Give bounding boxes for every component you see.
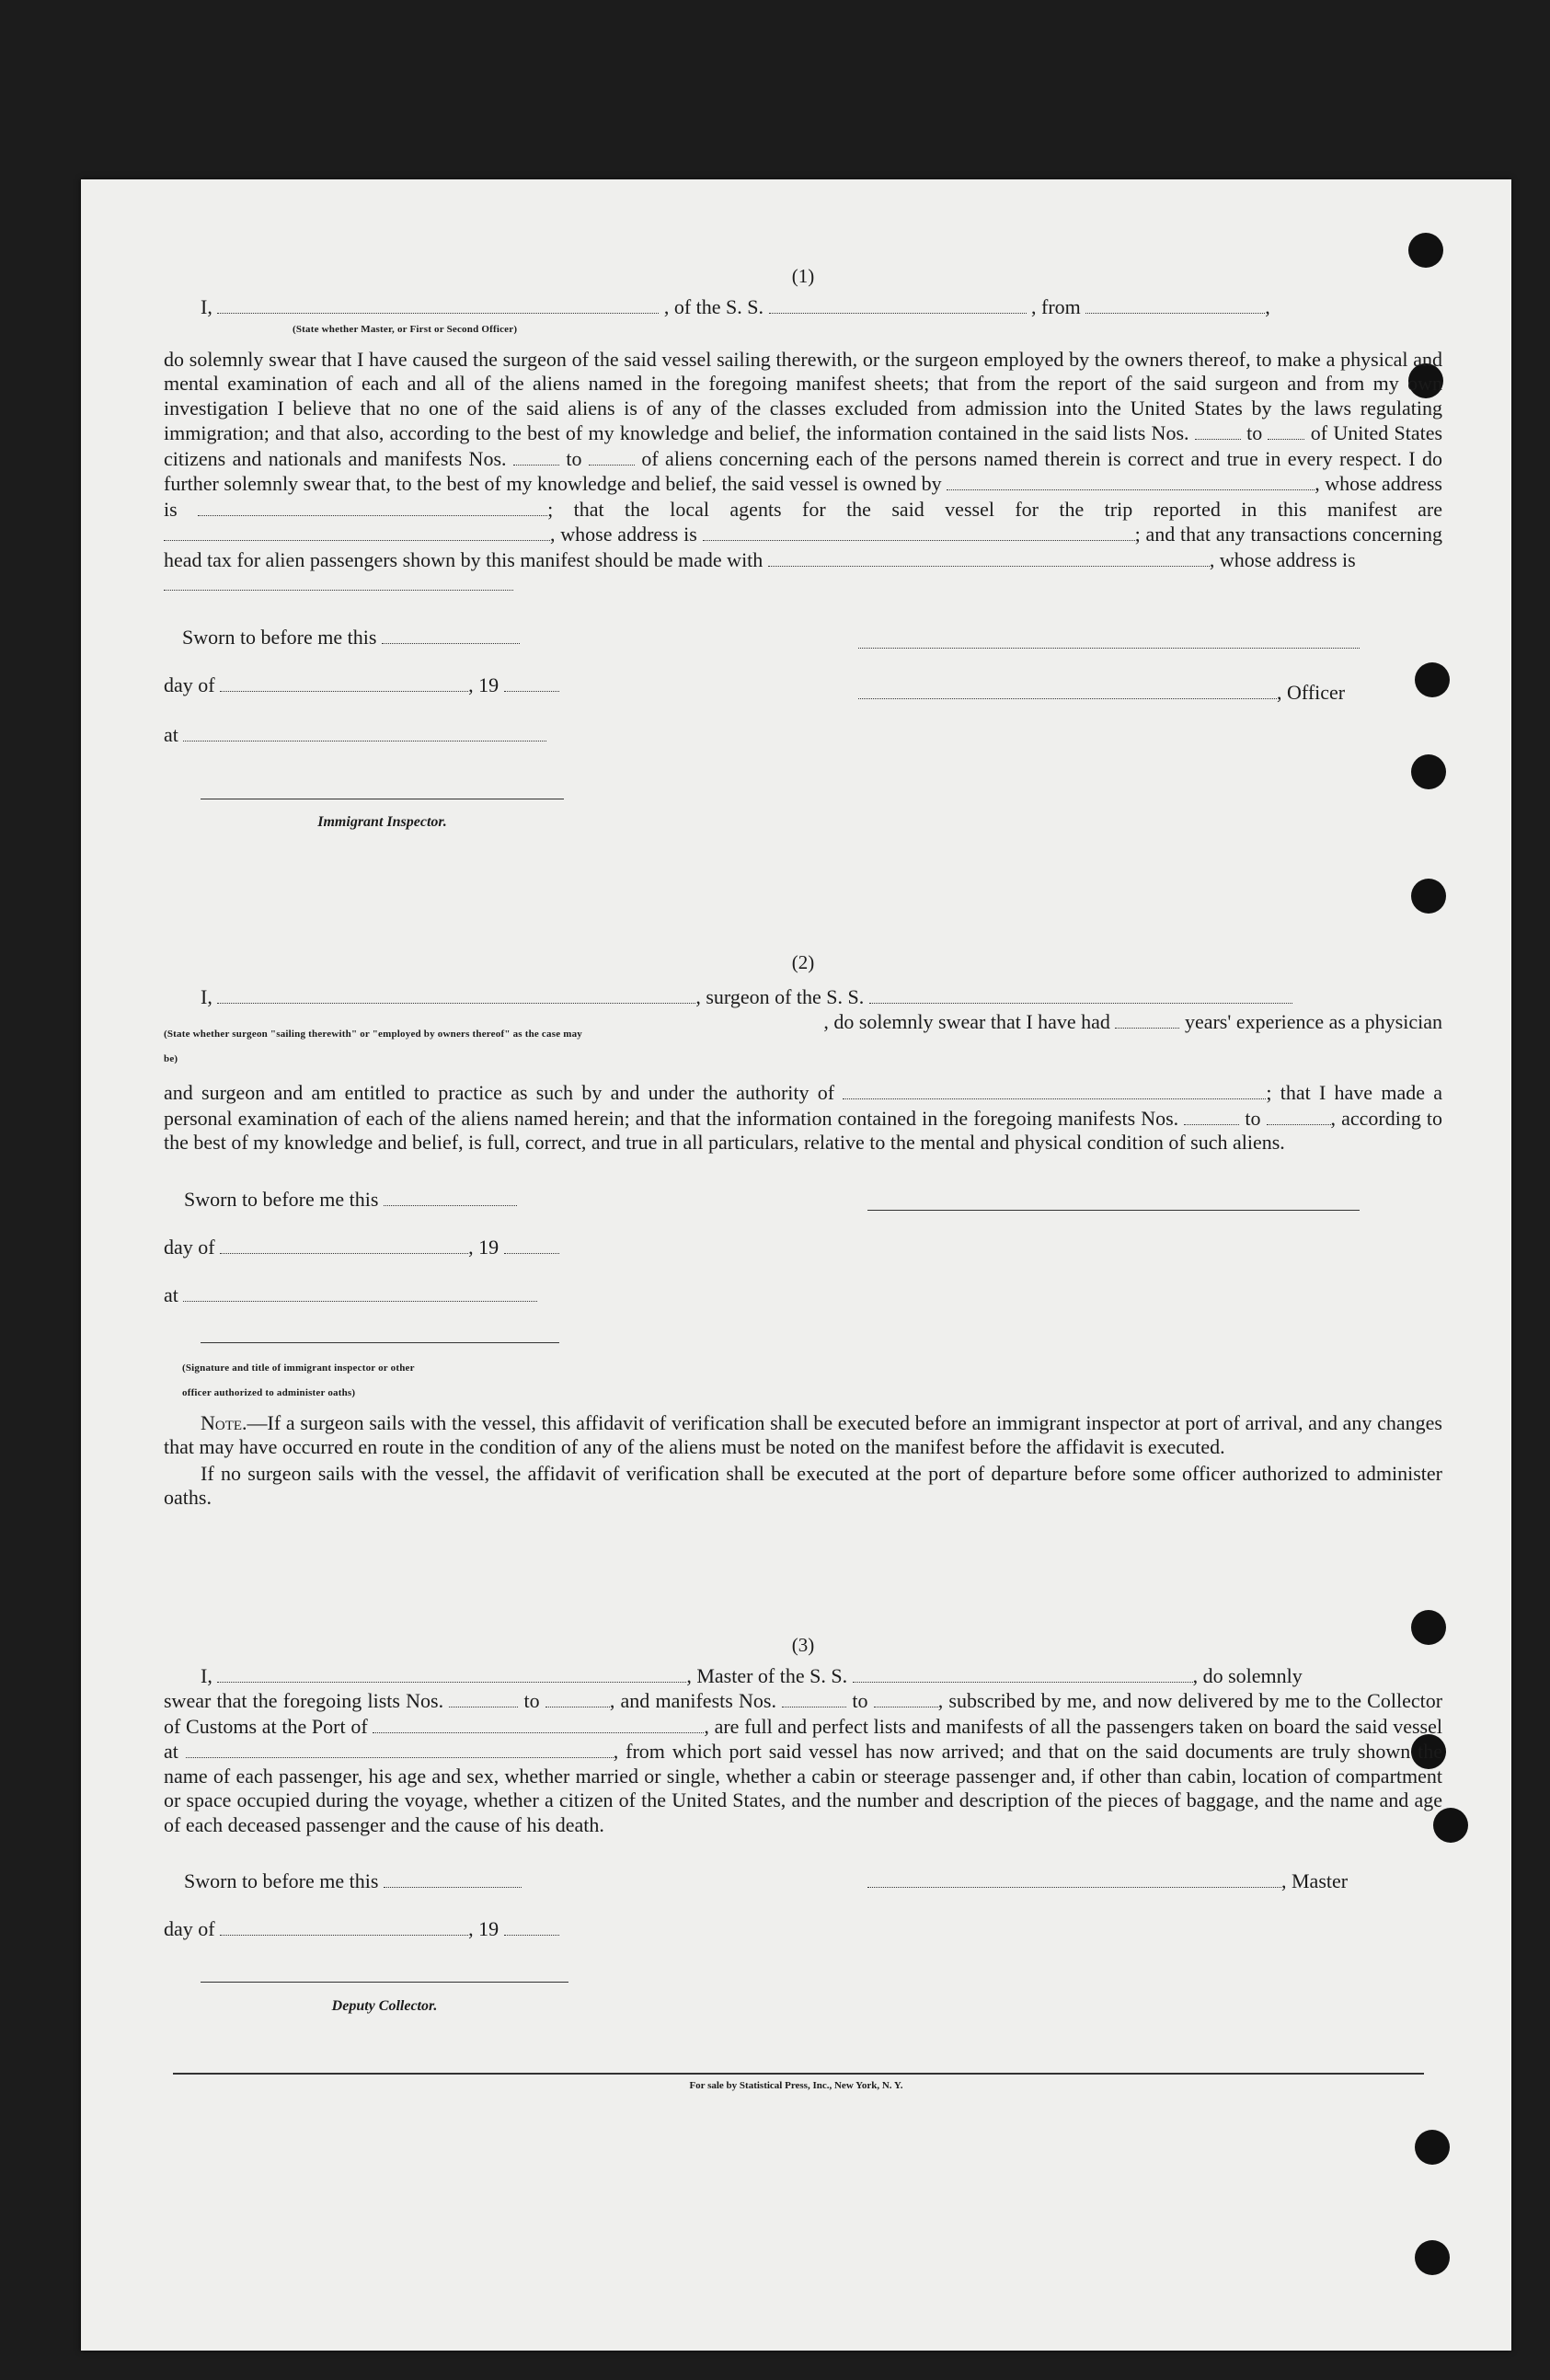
footer-rule [173, 2073, 1424, 2075]
day-of-label: day of [164, 1917, 215, 1940]
embark-port-field[interactable] [186, 1739, 614, 1758]
paragraph: years' experience as a physician [1184, 1010, 1442, 1033]
list-no-to-field[interactable] [545, 1688, 610, 1707]
master-signature-field[interactable] [867, 1868, 1281, 1888]
sworn-day-field[interactable] [384, 1868, 522, 1888]
year-label: , 19 [468, 673, 499, 696]
note-text: —If a surgeon sails with the vessel, this affidavit of verification shall be executed before an immigrant inspector at port of arrival, and any changes that may have occurred en route in the condition of any of the aliens must be noted on the manifest before the affidavit is executed. [164, 1410, 1442, 1458]
label-i: I, [201, 294, 212, 318]
master-name-field[interactable] [217, 1663, 686, 1683]
officer-label: , Officer [1277, 680, 1346, 704]
label-to: to [852, 1689, 868, 1712]
paragraph: , according to the best of my knowledge and belief, is full, correct, and true in all particulars, relative to the mental and physical condition of such aliens. [164, 1106, 1443, 1154]
list-no-from-field[interactable] [449, 1688, 518, 1707]
list-no-from-field[interactable] [1195, 420, 1241, 440]
from-port-field[interactable] [1085, 294, 1265, 314]
vessel-name-field[interactable] [769, 294, 1027, 314]
label-surgeon-of: , surgeon of the S. S. [695, 984, 865, 1008]
address-underline [164, 590, 513, 591]
owner-address-field[interactable] [198, 497, 547, 516]
year-label: , 19 [468, 1235, 499, 1259]
manifest-no-from-field[interactable] [782, 1688, 846, 1707]
section-number: (2) [791, 951, 815, 973]
signature-line[interactable] [867, 1210, 1360, 1211]
paragraph: ; and that any transactions concerning head tax for alien passengers shown by this manifest should be made with [164, 523, 1442, 571]
paragraph: , from which port said vessel has now arrived; and that on the said documents are truly shown the name of each passenger, his age and sex, whether married or single, whether a cabin or steerage passenger and, if other than cabin, location of compartment or space occupied during the voyage, whether a citizen of the United States, and the number and description of the pieces of baggage, and the name and age of each deceased passenger and the cause of his death. [164, 1740, 1442, 1836]
inspector-caption: Immigrant Inspector. [317, 814, 447, 830]
manifest-no-to-field[interactable] [874, 1688, 938, 1707]
paragraph: that the local agents for the said vessel for the trip reported in this manifest are [573, 497, 1443, 521]
label-master-of: , Master of the S. S. [686, 1663, 848, 1687]
label-of-ss: , of the S. S. [663, 294, 764, 318]
manifest-no-to-field[interactable] [589, 446, 635, 466]
port-field[interactable] [373, 1714, 704, 1733]
paragraph: and surgeon and am entitled to practice as such by and under the authority of [164, 1081, 835, 1104]
signature-line[interactable] [858, 648, 1360, 649]
paragraph: , subscribed by me, and now delivered by me to the Collector of Customs at the Port of [164, 1689, 1443, 1738]
label-address: , whose address is [164, 472, 1442, 521]
years-field[interactable] [1115, 1009, 1179, 1029]
signature-note: (Signature and title of immigrant inspector or other officer authorized to administer oaths) [182, 1362, 415, 1398]
collector-caption: Deputy Collector. [331, 1997, 438, 2014]
year-field[interactable] [504, 1235, 559, 1254]
at-label: at [164, 1282, 178, 1306]
manifest-no-from-field[interactable] [513, 446, 559, 466]
punch-hole [1408, 233, 1443, 268]
headtax-party-field[interactable] [768, 547, 1210, 567]
place-field[interactable] [183, 1282, 537, 1302]
paragraph: that I have made a personal examination of each of the aliens named herein; and that the information contained in the foregoing manifests Nos. [164, 1081, 1442, 1130]
owner-field[interactable] [947, 471, 1315, 490]
day-of-label: day of [164, 673, 215, 696]
at-label: at [164, 722, 178, 746]
manifest-no-from-field[interactable] [1184, 1106, 1239, 1125]
year-label: , 19 [468, 1917, 499, 1940]
paragraph: , are full and perfect lists and manifests of all the passengers taken on board the said vessel at [164, 1714, 1442, 1763]
label-address: whose address is [560, 523, 697, 546]
day-of-label: day of [164, 1235, 215, 1259]
label-to: to [1245, 1106, 1261, 1130]
vessel-name-field[interactable] [853, 1663, 1193, 1683]
paragraph: of aliens concerning each of the persons named therein is correct and true in every respect. I do further solemnly swear that, to the best of my knowledge and belief, the said vessel is owned by [164, 446, 1442, 495]
label-address: , whose address is [1209, 547, 1356, 571]
punch-hole [1411, 879, 1446, 914]
section-3-master-lists-affidavit [164, 1633, 1442, 2052]
signature-line[interactable] [201, 1982, 568, 1983]
sworn-label: Sworn to before me this [184, 1187, 379, 1211]
sworn-day-field[interactable] [382, 625, 520, 644]
section-2-surgeon-affidavit: (2) I, , surgeon of the S. S. (State whether surgeon "sailing therewith" or "employed by owners thereof" as the case may be) , do solemnly swear that I have had years' experience as a physician and surgeon and am entitled to practice as such by and under the authority of ; that I have made a personal examination of each of the aliens named herein; and that the information contained in the foregoing manifests Nos. to , according to the best of my knowledge and belief, is full, correct, and true in all particulars, relative to the mental and physical condition of such aliens. Sworn to before me this day of , 19 at (Signature and title of immigrant inspector or other officer authorized to administer oaths) Note.—If a surgeon sails with the vessel, this affidavit of verification shall be executed before an immigrant inspector at port of arrival, and any changes that may have occurred en route in the condition of any of the aliens must be noted on the manifest before the affidavit is executed. If no surgeon sails with the vessel, the affidavit of verification shall be executed at the port of departure before some officer authorized to administer oaths. [164, 951, 1443, 1509]
month-field[interactable] [220, 673, 468, 692]
paragraph: , and manifests Nos. [609, 1689, 776, 1712]
paragraph: , do solemnly [1192, 1663, 1303, 1687]
surgeon-name-field[interactable] [217, 984, 695, 1004]
label-i: I, [201, 1663, 212, 1687]
month-field[interactable] [220, 1235, 468, 1254]
year-field[interactable] [504, 673, 559, 692]
label-to: to [566, 446, 582, 470]
label-to: to [523, 1689, 540, 1712]
place-field[interactable] [183, 722, 546, 742]
authority-field[interactable] [843, 1080, 1266, 1099]
manifest-no-to-field[interactable] [1267, 1106, 1331, 1125]
master-label: , Master [1281, 1869, 1349, 1892]
surgeon-note: (State whether surgeon "sailing therewith" or "employed by owners thereof" as the case may be) [164, 1029, 582, 1064]
punch-hole [1415, 2240, 1450, 2275]
paragraph: do solemnly swear that I have caused the surgeon of the said vessel sailing therewith, or the surgeon employed by the owners thereof, to make a physical and mental examination of each and all of the aliens named in the foregoing manifest sheets; that from the report of the said surgeon and from my own investigation I believe that no one of the said aliens is of any of the classes excluded from admission into the United States by the laws regulating immigration; and that also, according to the best of my knowledge and belief, the information contained in the said lists Nos. [164, 347, 1442, 444]
month-field[interactable] [220, 1916, 468, 1936]
label-to: to [1246, 421, 1263, 444]
printer-imprint: For sale by Statistical Press, Inc., New York, N. Y. [689, 2080, 903, 2091]
section-1-master-affidavit: (1) I, , of the S. S. , from , (State whether Master, or First or Second Officer) do solemnly swear that I have caused the surgeon of the said vessel sailing therewith, or the surgeon employed by the owners thereof, to make a physical and mental examination of each and all of the aliens named in the foregoing manifest sheets; that from the report of the said surgeon and from my own investigation I believe that no one of the said aliens is of any of the classes excluded from admission into the United States by the laws regulating immigration; and that also, according to the best of my knowledge and belief, the information contained in the said lists Nos. to of United States citizens and nationals and manifests Nos. to of aliens concerning each of the persons named therein is correct and true in every respect. I do further solemnly swear that, to the best of my knowledge and belief, the said vessel is owned by , whose address is ; that the local agents for the said vessel for the trip reported in this manifest are , whose address is ; and that any transactions concerning head tax for alien passengers shown by this manifest should be made with , whose address is Sworn to before me this day of , 19 at Immigrant Inspector. , Officer [164, 264, 1442, 864]
sworn-label: Sworn to before me this [182, 625, 377, 649]
section-number: (1) [791, 265, 815, 287]
sworn-day-field[interactable] [384, 1187, 517, 1206]
label-i: I, [201, 984, 212, 1008]
officer-note: (State whether Master, or First or Second Officer) [293, 324, 518, 335]
note-text: If no surgeon sails with the vessel, the affidavit of verification shall be executed at the port of departure before some officer authorized to administer oaths. [164, 1461, 1442, 1509]
document-page [81, 179, 1511, 2351]
signature-line[interactable] [201, 1342, 559, 1343]
vessel-name-field[interactable] [869, 984, 1292, 1004]
note-label: Note. [201, 1410, 247, 1434]
paragraph: of United States citizens and nationals and manifests Nos. [164, 421, 1443, 470]
section-number: (3) [791, 1634, 815, 1656]
year-field[interactable] [504, 1916, 559, 1936]
agents-address-field[interactable] [703, 522, 1135, 541]
officer-signature-field[interactable] [858, 680, 1277, 699]
list-no-to-field[interactable] [1268, 420, 1304, 440]
label-from: , from [1031, 294, 1081, 318]
paragraph: , do solemnly swear that I have had [823, 1010, 1110, 1033]
agents-field[interactable] [164, 522, 550, 541]
sworn-label: Sworn to before me this [184, 1869, 379, 1892]
officer-name-field[interactable] [217, 294, 659, 314]
paragraph: swear that the foregoing lists Nos. [164, 1689, 444, 1712]
punch-hole [1415, 2130, 1450, 2165]
